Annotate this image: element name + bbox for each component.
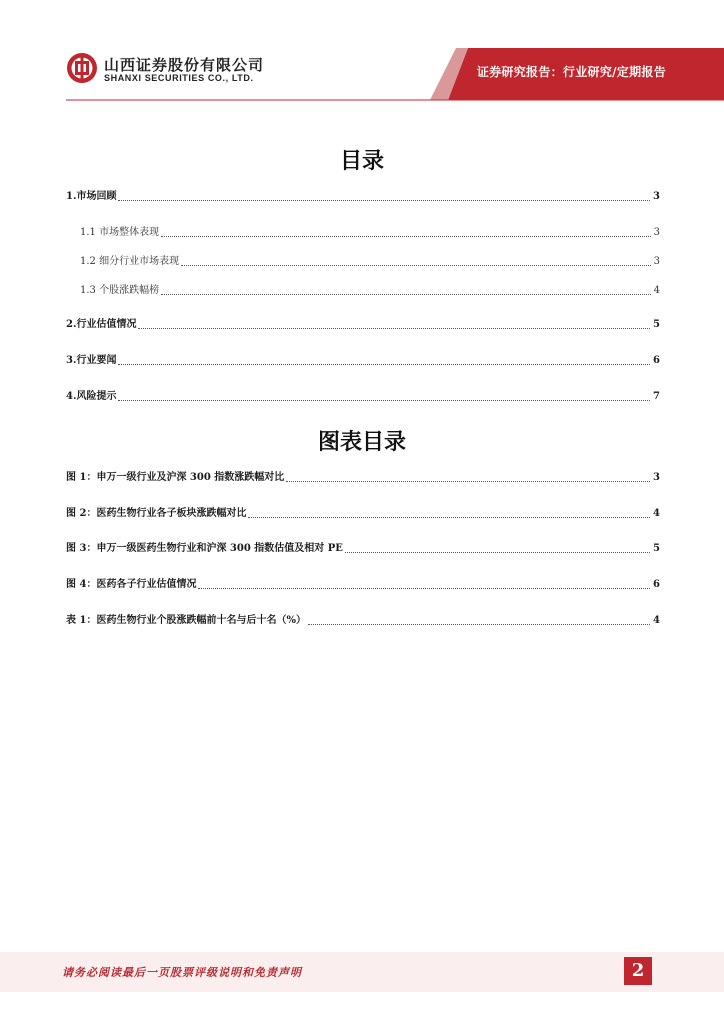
company-logo-icon <box>66 52 98 84</box>
toc-entry[interactable] <box>80 284 660 298</box>
toc-entry-label: 3.行业要闻 <box>66 355 117 366</box>
toc-entry-label: 1.2 细分行业市场表现 <box>80 256 180 267</box>
toc-entry-page: 6 <box>653 355 660 366</box>
toc-entry-page: 4 <box>653 285 660 296</box>
dot-leader <box>138 328 650 329</box>
toc-entry-label: 1.3 个股涨跌幅榜 <box>80 285 160 296</box>
disclaimer-text: 请务必阅读最后一页股票评级说明和免责声明 <box>62 966 302 979</box>
toc-entry-label: 1.1 市场整体表现 <box>80 227 160 238</box>
toc-entry[interactable] <box>66 390 660 404</box>
toc-entry-page: 3 <box>653 256 660 267</box>
figure-toc-entry-label: 图 2：医药生物行业各子板块涨跌幅对比 <box>66 508 247 519</box>
toc-entry-label: 4.风险提示 <box>66 391 117 402</box>
page-number: 2 <box>624 957 652 985</box>
figure-toc-entry[interactable] <box>66 542 660 556</box>
figure-toc-entry[interactable] <box>66 614 660 628</box>
figure-toc-entry[interactable] <box>66 471 660 485</box>
dot-leader <box>345 552 650 553</box>
report-type-label: 证券研究报告：行业研究/定期报告 <box>476 65 666 79</box>
toc-entry-page: 7 <box>653 391 660 402</box>
figure-toc-entry-label: 图 1：申万一级行业及沪深 300 指数涨跌幅对比 <box>66 472 285 483</box>
toc-entry-page: 5 <box>653 319 660 330</box>
dot-leader <box>118 400 650 401</box>
toc-entry[interactable] <box>66 190 660 204</box>
toc-entry[interactable] <box>80 255 660 269</box>
toc-entry[interactable] <box>80 226 660 240</box>
dot-leader <box>118 200 650 201</box>
figure-toc-title: 图表目录 <box>317 430 406 455</box>
toc-entry-label: 2.行业估值情况 <box>66 319 137 330</box>
figure-toc-entry-page: 6 <box>653 579 660 590</box>
dot-leader <box>161 294 651 295</box>
toc-entry-page: 3 <box>653 191 660 202</box>
page-footer <box>0 952 724 992</box>
dot-leader <box>161 236 651 237</box>
figure-toc-entry[interactable] <box>66 578 660 592</box>
figure-toc-entry-label: 图 3：申万一级医药生物行业和沪深 300 指数估值及相对 PE <box>66 543 343 554</box>
figure-toc-entry-page: 4 <box>653 615 660 626</box>
toc-entry[interactable] <box>66 318 660 332</box>
toc-entry[interactable] <box>66 354 660 368</box>
dot-leader <box>286 481 650 482</box>
dot-leader <box>308 624 650 625</box>
figure-toc-entry[interactable] <box>66 507 660 521</box>
figure-toc-entry-page: 3 <box>653 472 660 483</box>
company-name-cn: 山西证券股份有限公司 <box>104 56 265 74</box>
figure-toc-entry-page: 4 <box>653 508 660 519</box>
toc-entry-page: 3 <box>653 227 660 238</box>
toc-entry-label: 1.市场回顾 <box>66 191 117 202</box>
dot-leader <box>181 265 651 266</box>
figure-toc-entry-page: 5 <box>653 543 660 554</box>
toc-title: 目录 <box>339 149 384 174</box>
company-name-en: SHANXI SECURITIES CO., LTD. <box>104 73 254 83</box>
figure-toc-entry-label: 表 1：医药生物行业个股涨跌幅前十名与后十名（%） <box>66 615 306 626</box>
dot-leader <box>198 588 650 589</box>
dot-leader <box>248 517 650 518</box>
dot-leader <box>118 364 650 365</box>
figure-toc-entry-label: 图 4：医药各子行业估值情况 <box>66 579 197 590</box>
